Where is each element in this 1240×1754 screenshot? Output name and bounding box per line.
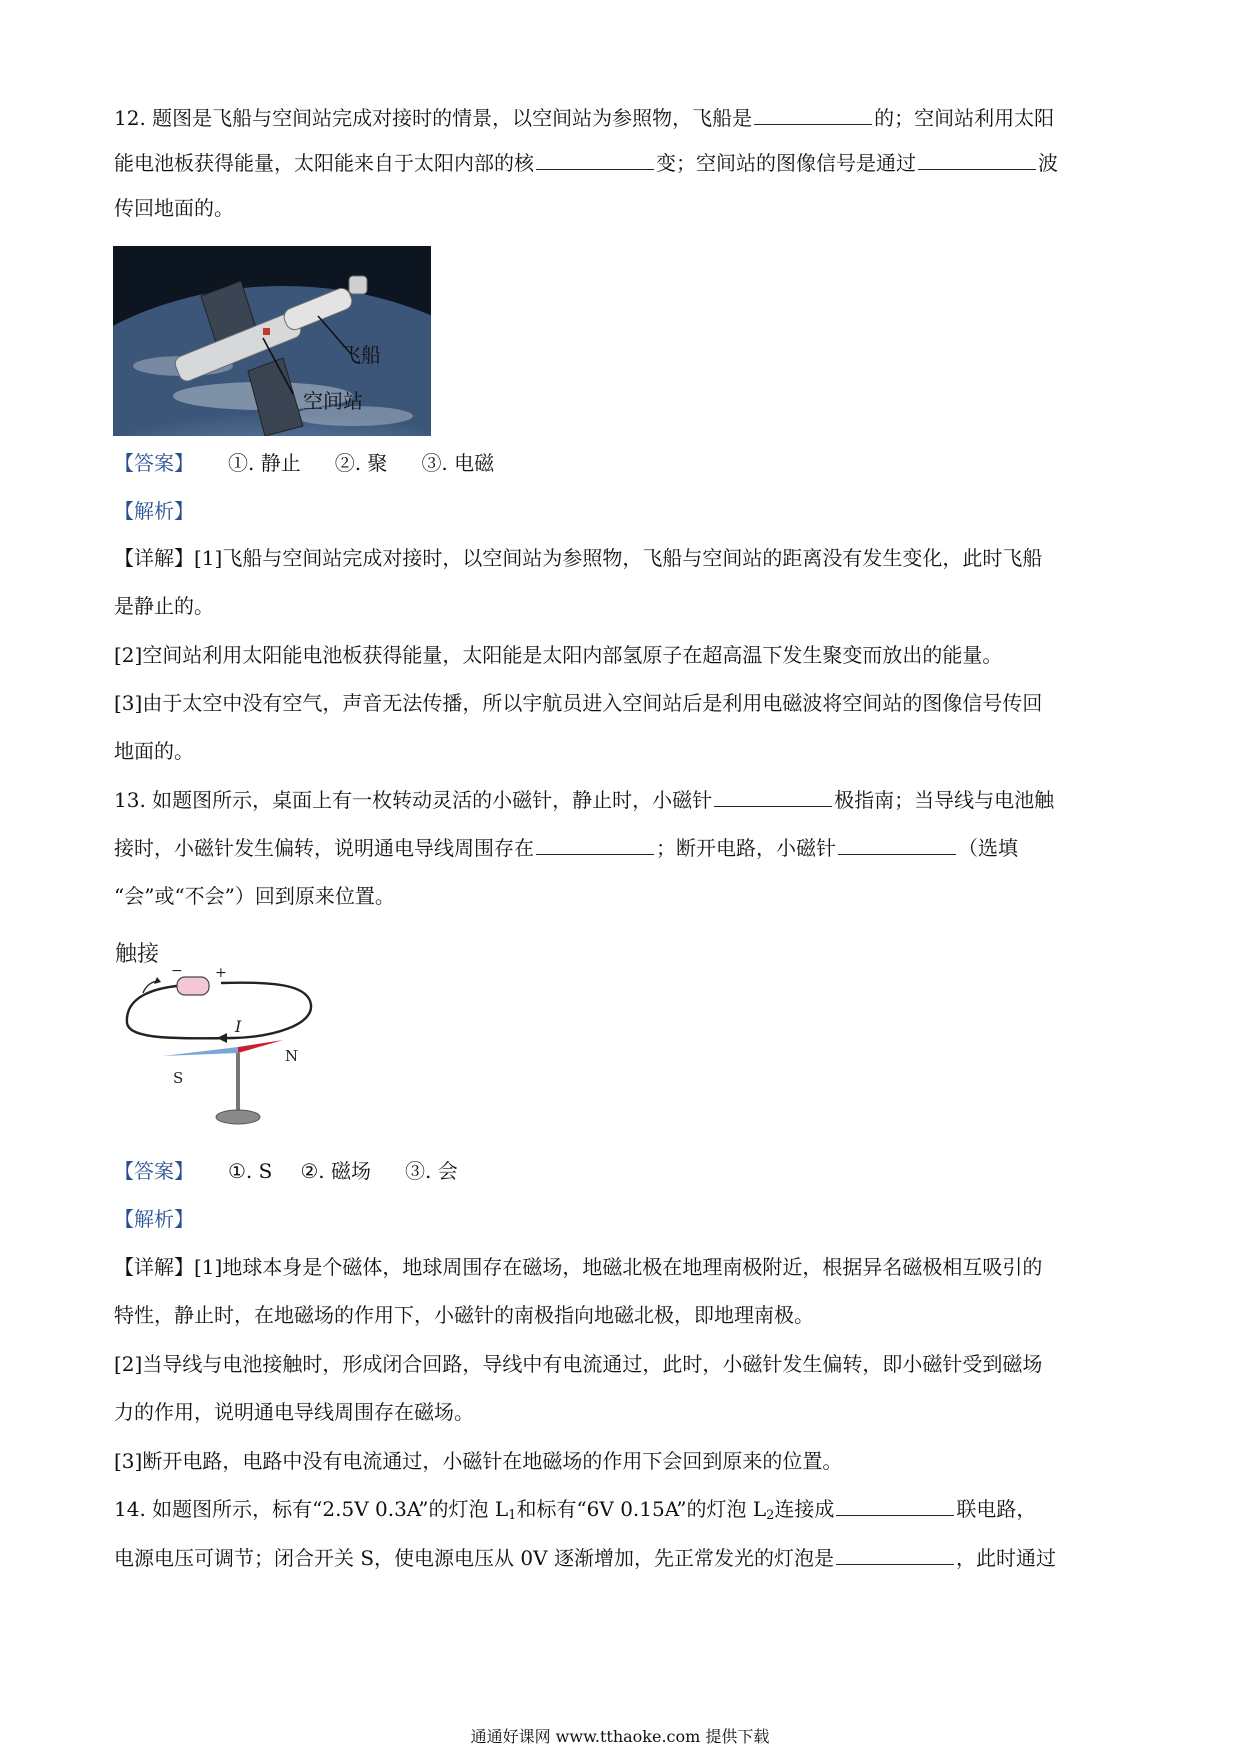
needle-n-label: N [285,1047,299,1065]
battery [177,977,209,995]
q14-blank-2 [836,1544,954,1565]
compass-circuit-figure [113,935,328,1135]
needle-base [216,1110,260,1124]
q13-answer-line: 【答案】 ①. S ②. 磁场 ③. 会 [114,1159,458,1183]
q12-line-3: 传回地面的。 [114,196,234,220]
q12-blank-1 [754,104,872,125]
answer-tag: 【答案】 [114,451,194,475]
q13-blank-3 [838,834,956,855]
battery-minus: − [171,963,183,979]
q14-blank-1 [836,1495,954,1516]
q12-detail-3: [3]由于太空中没有空气，声音无法传播，所以宇航员进入空间站后是利用电磁波将空间站的图像信号传回 [114,691,1043,715]
q13-detail-2: [2]当导线与电池接触时，形成闭合回路，导线中有电流通过，此时，小磁针发生偏转，即小磁针受到磁场 [114,1352,1043,1376]
needle-north-half [238,1040,283,1053]
q12-blank-2 [536,149,654,170]
q14-line-2: 电源电压可调节；闭合开关 S，使电源电压从 0V 逐渐增加，先正常发光的灯泡是 ，此时通过 [114,1546,1056,1570]
q13-line-3: “会”或“不会”）回到原来位置。 [114,884,395,908]
wire-loop [127,983,311,1039]
q14-line-1: 14. 如题图所示，标有“2.5V 0.3A”的灯泡 $L_1$和标有“6V 0.15A”的灯泡 $L_2$连接成 联电路， [114,1497,1037,1523]
needle-s-label: S [173,1069,184,1087]
q13-detail-1b: 特性，静止时，在地磁场的作用下，小磁针的南极指向地磁北极，即地理南极。 [114,1303,814,1327]
current-arrow [217,1033,227,1043]
page-footer: 通通好课网 www.tthaoke.com 提供下载 [470,1727,770,1746]
q12-answer-line: 【答案】 ①. 静止 ②. 聚 ③. 电磁 [114,451,495,475]
q12-line-1: 12. 题图是飞船与空间站完成对接时的情景，以空间站为参照物，飞船是 的；空间站利用太阳 [114,106,1055,130]
q12-detail-3b: 地面的。 [114,739,194,763]
q12-detail-2: [2]空间站利用太阳能电池板获得能量，太阳能是太阳内部氢原子在超高温下发生聚变而放出的能量。 [114,643,1003,667]
q12-detail-1: 【详解】[1]飞船与空间站完成对接时，以空间站为参照物，飞船与空间站的距离没有发生变化，此时飞船 [114,546,1043,570]
current-label: I [235,1017,242,1036]
label-touch: 触接 [115,941,160,966]
q13-detail-3: [3]断开电路，电路中没有电流通过，小磁针在地磁场的作用下会回到原来的位置。 [114,1449,843,1473]
space-station-figure [113,246,431,436]
battery-plus: + [215,965,227,981]
q12-blank-3 [918,149,1036,170]
q13-detail-2b: 力的作用，说明通电导线周围存在磁场。 [114,1400,474,1424]
q13-detail-1: 【详解】[1]地球本身是个磁体，地球周围存在磁场，地磁北极在地理南极附近，根据异名磁极相互吸引的 [114,1255,1043,1279]
needle-south-half [163,1047,238,1056]
q12-detail-1b: 是静止的。 [114,594,214,618]
q12-analysis-tag: 【解析】 [114,499,194,523]
label-space-station: 空间站 [303,391,363,413]
label-spacecraft: 飞船 [341,345,381,367]
q12-line-2: 能电池板获得能量，太阳能来自于太阳内部的核 变；空间站的图像信号是通过 波 [114,151,1058,175]
q13-blank-2 [536,834,654,855]
q13-analysis-tag: 【解析】 [114,1207,194,1231]
q13-line-1: 13. 如题图所示，桌面上有一枚转动灵活的小磁针，静止时，小磁针 极指南；当导线与电池触 [114,788,1055,812]
q13-blank-1 [714,786,832,807]
q13-line-2: 接时，小磁针发生偏转，说明通电导线周围存在 ；断开电路，小磁针 （选填 [114,836,1018,860]
